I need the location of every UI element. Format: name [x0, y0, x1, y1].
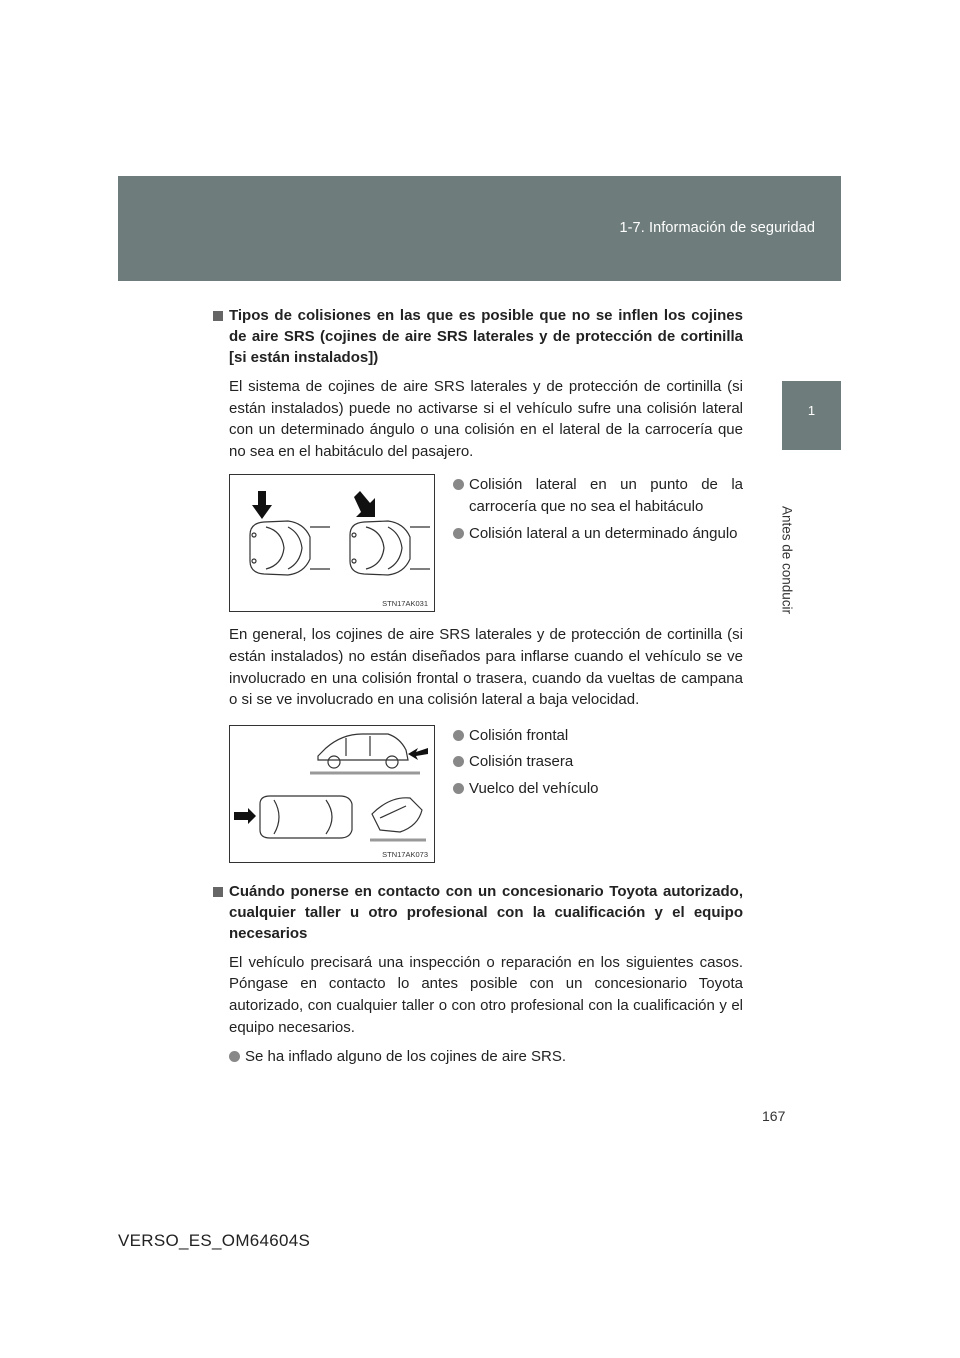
bullet-dot-icon: [229, 1051, 240, 1062]
bullet-list-2: [453, 725, 743, 805]
section1-heading: [213, 305, 743, 368]
page-number: 167: [762, 1108, 786, 1124]
figure-code: STN17AK031: [382, 599, 428, 609]
page-content: [213, 305, 743, 1073]
section-title: 1-7. Información de seguridad: [619, 220, 815, 236]
section2-heading-text: Cuándo ponerse en contacto con un concesionario Toyota autorizado, cualquier taller u otro profesional con la cualificación y el equipo necesarios: [229, 882, 743, 942]
list-item-text: Colisión lateral a un determinado ángulo: [469, 524, 738, 542]
list-item-text: Colisión trasera: [469, 753, 574, 771]
figure-row-2: [229, 725, 743, 865]
square-bullet-icon: [213, 887, 223, 897]
section2-heading: [213, 881, 743, 944]
frontal-rear-rollover-illustration: [230, 726, 436, 864]
bullet-dot-icon: [453, 528, 464, 539]
section1-paragraph-2: En general, los cojines de aire SRS laterales y de protección de cortinilla (si están instalados) no están diseñados para inflarse cuando el vehículo se ve involucrado en una colisión frontal o trasera, cuando da vueltas de campana o si se ve involucrado en una colisión lateral a baja velocidad.: [229, 626, 743, 709]
bullet-list-1: [453, 474, 743, 549]
side-collision-illustration: [230, 475, 436, 613]
bullet-dot-icon: [453, 756, 464, 767]
list-item-text: Colisión frontal: [469, 726, 569, 744]
document-code: VERSO_ES_OM64604S: [118, 1231, 311, 1250]
square-bullet-icon: [213, 311, 223, 321]
chapter-number: 1: [807, 403, 816, 418]
list-item: [229, 1046, 743, 1068]
figure-row-1: [229, 474, 743, 614]
list-item-text: Colisión lateral en un punto de la carrocería que no sea el habitáculo: [469, 476, 743, 515]
list-item: [453, 725, 743, 747]
bullet-dot-icon: [453, 730, 464, 741]
section2-paragraph: El vehículo precisará una inspección o reparación en los siguientes casos. Póngase en contacto lo antes posible con un concesionario Toyota autorizado, con cualquier taller o con otro profesional con la cualificación y el equipo necesarios.: [229, 953, 743, 1036]
list-item: [453, 751, 743, 773]
chapter-label: Antes de conducir: [779, 505, 795, 615]
bullet-dot-icon: [453, 479, 464, 490]
section1-heading-text: Tipos de colisiones en las que es posible que no se inflen los cojines de aire SRS (cojines de aire SRS laterales y de protección de cortinilla [si están instalados]): [229, 307, 743, 366]
non-deploy-collisions-figure: [229, 725, 435, 863]
figure-code: STN17AK073: [382, 849, 428, 859]
list-item: [453, 474, 743, 517]
list-item: [453, 523, 743, 545]
bullet-list-3: [213, 1046, 743, 1068]
side-collision-figure: [229, 474, 435, 612]
list-item-text: Se ha inflado alguno de los cojines de aire SRS.: [245, 1048, 567, 1066]
bullet-dot-icon: [453, 783, 464, 794]
list-item: [453, 778, 743, 800]
list-item-text: Vuelco del vehículo: [469, 779, 599, 797]
section1-paragraph: El sistema de cojines de aire SRS laterales y de protección de cortinilla (si están instalados) puede no activarse si el vehículo sufre una colisión lateral con un determinado ángulo o una colisión en el lateral de la carrocería que no sea en el habitáculo del pasajero.: [229, 378, 743, 460]
